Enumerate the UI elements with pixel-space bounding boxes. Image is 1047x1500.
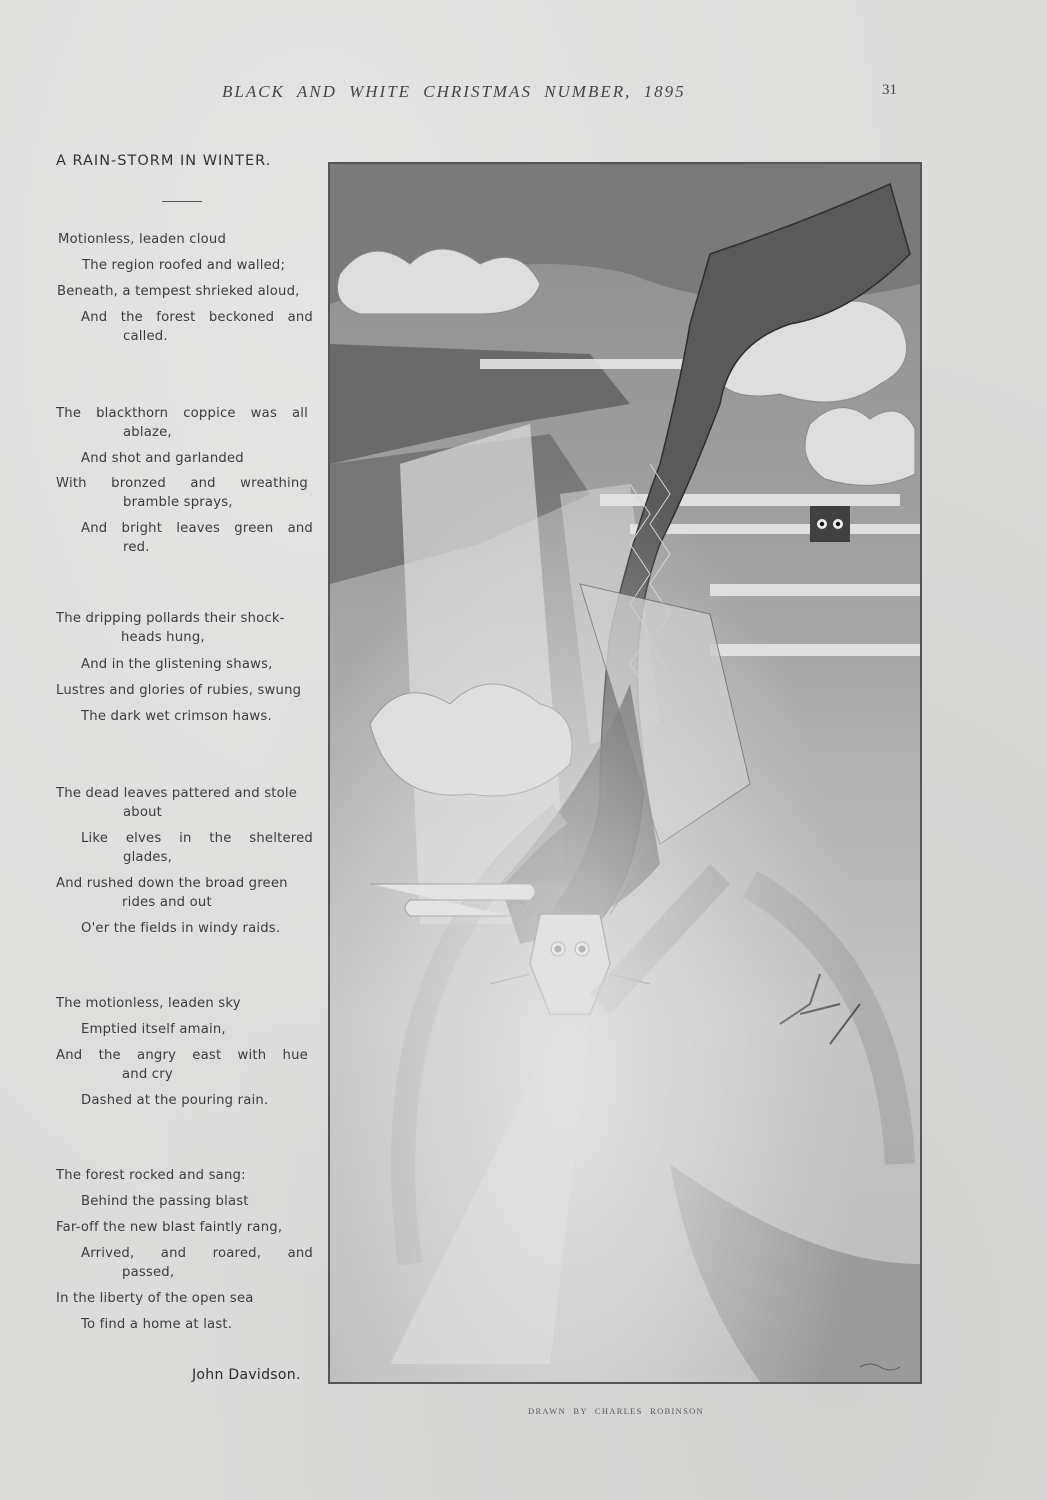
poem-line: The region roofed and walled; (82, 258, 286, 273)
poem-line: To find a home at last. (81, 1317, 233, 1332)
poem-line: passed, (122, 1265, 175, 1280)
poem-line: red. (123, 540, 150, 555)
poem-line: Far-off the new blast faintly rang, (56, 1220, 283, 1235)
poem-line: The dead leaves pattered and stole (56, 786, 298, 801)
poem-line: rides and out (122, 895, 212, 910)
title-rule (162, 201, 202, 202)
poem-line: Motionless, leaden cloud (58, 232, 227, 247)
dragon-illustration (328, 162, 922, 1384)
poem-title: A RAIN-STORM IN WINTER. (56, 153, 272, 169)
poem-line: bramble sprays, (123, 495, 233, 510)
poem-line: Beneath, a tempest shrieked aloud, (57, 284, 300, 299)
poem-line: Lustres and glories of rubies, swung (56, 683, 302, 698)
poem-line: And the forest beckoned and (81, 310, 313, 325)
poem-author: John Davidson. (192, 1367, 301, 1383)
poem-line: And bright leaves green and (81, 521, 313, 536)
poem-line: With bronzed and wreathing (56, 476, 308, 491)
poem-line: And shot and garlanded (81, 451, 244, 466)
poem-line: In the liberty of the open sea (56, 1291, 254, 1306)
poem-line: Dashed at the pouring rain. (81, 1093, 269, 1108)
poem-line: called. (123, 329, 168, 344)
poem-line: O'er the fields in windy raids. (81, 921, 281, 936)
poem-line: ablaze, (123, 425, 172, 440)
poem-line: The blackthorn coppice was all (56, 406, 308, 421)
poem-line: and cry (122, 1067, 173, 1082)
poem-line: Emptied itself amain, (81, 1022, 226, 1037)
running-head: BLACK AND WHITE CHRISTMAS NUMBER, 1895 (222, 82, 686, 101)
illustration-credit: DRAWN BY CHARLES ROBINSON (528, 1406, 704, 1416)
poem-line: And rushed down the broad green (56, 876, 288, 891)
poem-line: about (123, 805, 163, 820)
poem-line: Behind the passing blast (81, 1194, 249, 1209)
poem-line: The motionless, leaden sky (56, 996, 241, 1011)
poem-line: The dripping pollards their shock- (56, 611, 285, 626)
poem-line: The dark wet crimson haws. (81, 709, 272, 724)
poem-line: glades, (123, 850, 173, 865)
poem-line: And in the glistening shaws, (81, 657, 273, 672)
poem-line: And the angry east with hue (56, 1048, 308, 1063)
page-number: 31 (882, 82, 897, 98)
poem-line: Like elves in the sheltered (81, 831, 313, 846)
poem-line: The forest rocked and sang: (56, 1168, 246, 1183)
poem-line: heads hung, (121, 630, 205, 645)
poem-line: Arrived, and roared, and (81, 1246, 313, 1261)
